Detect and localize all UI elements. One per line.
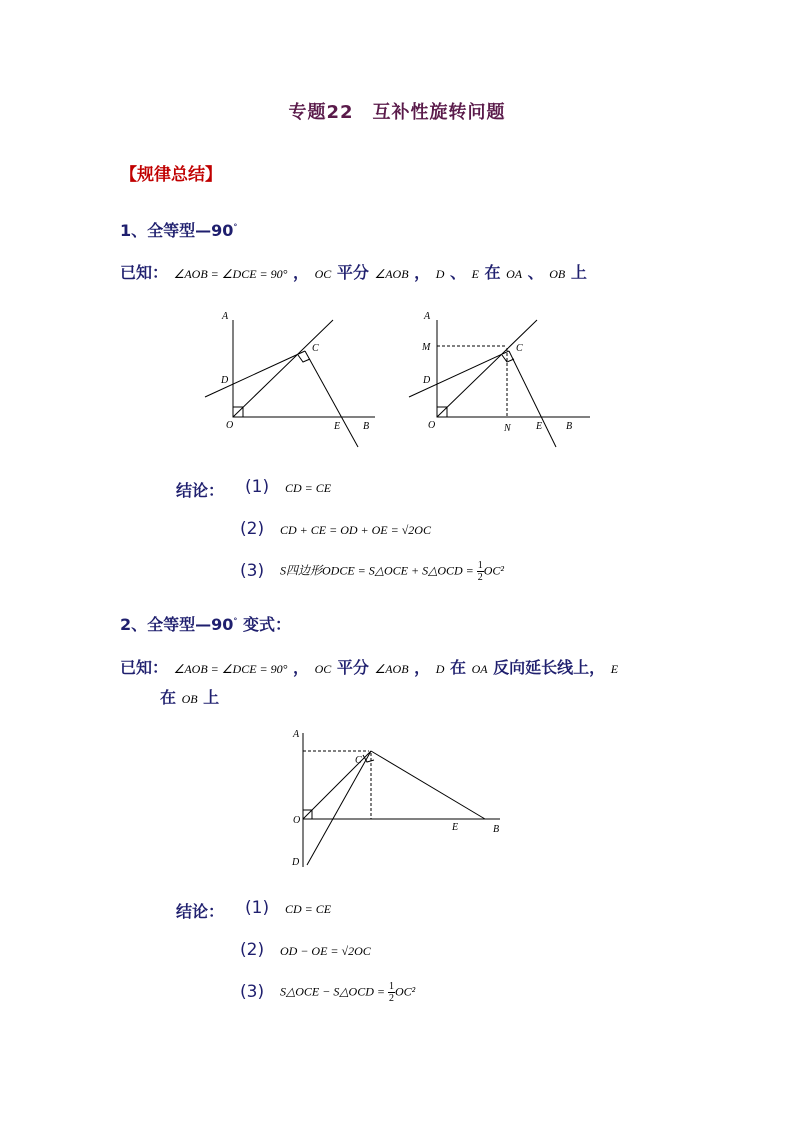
label-a: A	[222, 311, 229, 322]
part2-c1-num: (1)	[245, 898, 270, 918]
part1-heading-text: 1、全等型—90	[120, 221, 234, 240]
label-e: E	[452, 822, 459, 833]
part2-given-line2	[160, 685, 219, 708]
given-angle-equation: ∠AOB = ∠DCE = 90°	[173, 662, 288, 676]
c3-left: S△OCE − S△OCD =	[280, 984, 388, 999]
label-d: D	[292, 857, 300, 868]
label-m: M	[422, 342, 431, 353]
label-o: O	[226, 420, 234, 431]
label-a: A	[424, 311, 431, 322]
part1-conclusion-1: CD = CE	[285, 481, 332, 495]
part1-c3-num: (3)	[240, 561, 265, 581]
label-d: D	[423, 375, 431, 386]
part1-conclusion-label: 结论：	[176, 481, 225, 500]
part1-given	[120, 260, 587, 283]
label-a: A	[293, 729, 300, 740]
comma: ，	[414, 658, 431, 677]
part1-conclusion-3	[280, 560, 504, 583]
angle-aob: ∠AOB	[374, 662, 409, 676]
given-angle-equation: ∠AOB = ∠DCE = 90°	[173, 267, 288, 281]
point-e: E	[610, 662, 619, 676]
section-heading: 【规律总结】	[120, 165, 222, 185]
up-text: 上	[203, 688, 220, 707]
given-label: 已知：	[120, 658, 169, 677]
point-d: D	[435, 662, 445, 676]
label-o: O	[428, 420, 436, 431]
part2-conclusion-3	[280, 981, 415, 1004]
fraction-denominator: 2	[477, 572, 483, 583]
label-d: D	[221, 375, 229, 386]
part2-c2-num: (2)	[240, 940, 265, 960]
comma: ，	[414, 263, 431, 282]
angle-aob: ∠AOB	[374, 267, 409, 281]
segment-oc: OC	[314, 267, 332, 281]
point-d: D	[435, 267, 445, 281]
label-n: N	[504, 423, 511, 434]
label-c: C	[516, 343, 523, 354]
label-c: C	[312, 343, 319, 354]
ray-ob: OB	[549, 267, 566, 281]
part2-heading-text: 2、全等型—90	[120, 615, 234, 634]
fraction-half	[388, 981, 395, 1004]
label-c: C	[355, 755, 362, 766]
comma: ，	[293, 263, 310, 282]
reverse-extension-text: 反向延长线上，	[493, 658, 606, 677]
comma: ，	[293, 658, 310, 677]
part2-heading	[120, 612, 291, 635]
fraction-denominator: 2	[389, 993, 394, 1004]
bisect-text: 平分	[336, 658, 369, 677]
c3-left: S四边形ODCE = S△OCE + S△OCD =	[280, 563, 477, 578]
point-e: E	[471, 267, 479, 281]
segment-oc: OC	[314, 662, 332, 676]
c3-right: OC²	[483, 563, 505, 578]
bisect-text: 平分	[336, 263, 369, 282]
label-b: B	[493, 824, 500, 835]
label-o: O	[293, 815, 301, 826]
figure-2	[404, 305, 594, 455]
degree-sup: °	[233, 616, 238, 626]
on-text: 在	[449, 658, 466, 677]
on-text: 在	[160, 688, 177, 707]
ray-oa: OA	[506, 267, 523, 281]
part2-conclusion-2: OD − OE = √2OC	[280, 944, 371, 958]
fraction-numerator: 1	[389, 981, 394, 992]
part1-c1-num: (1)	[245, 477, 270, 497]
part2-given-line1	[120, 655, 618, 678]
fraction-numerator: 1	[477, 560, 483, 571]
c3-right: OC²	[395, 984, 416, 999]
dun-mark: 、	[449, 263, 466, 282]
fraction-half	[477, 560, 484, 583]
part1-heading	[120, 218, 237, 241]
label-b: B	[363, 421, 370, 432]
part1-conclusion-2: CD + CE = OD + OE = √2OC	[280, 523, 431, 537]
label-e: E	[536, 421, 543, 432]
figure-3	[285, 725, 505, 875]
dun-mark: 、	[527, 263, 544, 282]
part2-conclusion-label: 结论：	[176, 902, 225, 921]
part2-c3-num: (3)	[240, 982, 265, 1002]
page-title: 专题22 互补性旋转问题	[288, 102, 506, 123]
up-text: 上	[570, 263, 587, 282]
on-text: 在	[484, 263, 501, 282]
degree-sup: °	[233, 222, 238, 232]
label-b: B	[566, 421, 573, 432]
part2-conclusion-1: CD = CE	[285, 902, 332, 916]
label-e: E	[334, 421, 341, 432]
part1-c2-num: (2)	[240, 519, 265, 539]
figure-1	[200, 305, 375, 455]
given-label: 已知：	[120, 263, 169, 282]
part2-heading-tail: 变式：	[242, 615, 291, 634]
ray-oa: OA	[471, 662, 488, 676]
ray-ob: OB	[181, 692, 198, 706]
